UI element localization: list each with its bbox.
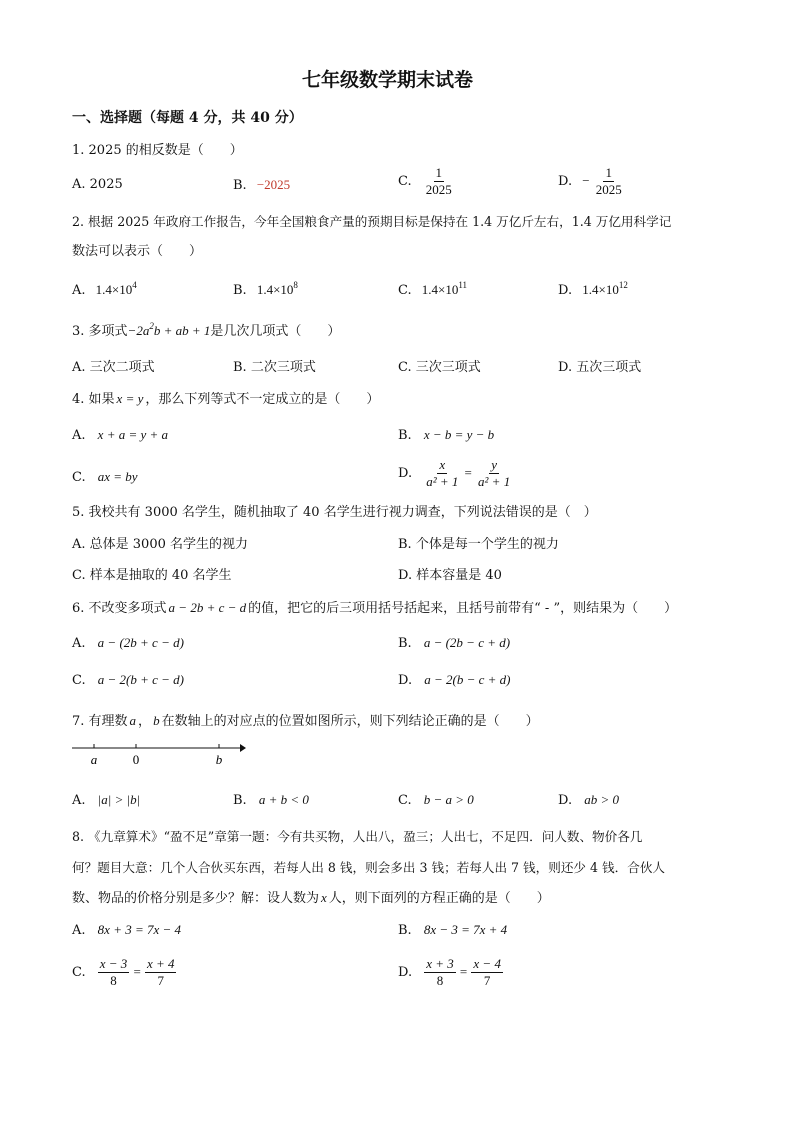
q3-stem-math-2: b + ab + 1 [153,323,211,338]
q7-stem-a: a [129,713,137,728]
q1-option-d [558,166,624,197]
q2-option-d-math [582,282,628,297]
q4-option-d-denominator-left: a² + 1 [426,474,459,489]
q3-option-a: A. 三次二项式 [72,360,155,375]
q7-stem-pre: 7. 有理数 [72,714,128,729]
q8-stem-line3-pre: 数、物品的价格分别是多少？解：设人数为 [72,891,320,906]
q2-option-c [398,282,467,299]
q4-option-a-label: A. [72,428,86,443]
q1-option-c-label: C. [398,174,412,189]
q3-stem-math [128,323,211,338]
q7-option-d-label: D. [558,793,573,808]
q1-option-c-numerator: 1 [435,165,443,180]
q8-option-c-denominator-left: 8 [110,973,117,988]
q4-stem-math: x = y [116,391,144,406]
q4-option-d-fraction-right [476,458,512,489]
q2-option-d-base: 1.4×10 [582,282,619,297]
q7-option-d [558,792,619,809]
q7-option-b [233,792,309,809]
q6-option-a-math: a − (2b + c − d) [97,635,184,650]
q6-option-d-math: a − 2(b − c + d) [424,672,511,687]
q1-option-c-fraction [424,166,454,197]
q7-stem-post: 在数轴上的对应点的位置如图所示，则下列结论正确的是（ ） [161,714,539,729]
q3-stem-math-1: −2a [127,323,150,338]
q2-option-a-base: 1.4×10 [95,282,133,297]
q4-option-c-math: ax = by [97,469,138,484]
q4-option-d-numerator-right: y [491,457,497,472]
q2-option-d [558,282,628,299]
q6-stem [72,600,677,617]
q8-stem-line3-post: 人，则下面列的方程正确的是（ ） [328,891,550,906]
q1-option-c [398,166,454,197]
q5-option-b: B. 个体是每一个学生的视力 [398,537,559,552]
q4-stem [72,391,379,408]
q2-option-b-math [257,282,298,297]
q8-stem-line3 [72,890,550,907]
q1-option-d-fraction [594,166,624,197]
q7-option-c [398,792,474,809]
q2-option-a [72,282,137,299]
q5-stem: 5. 我校共有 3000 名学生，随机抽取了 40 名学生进行视力调查，下列说法错误的是（ ） [72,505,597,520]
q4-option-d-equals: = [464,465,472,480]
q1-stem: 1. 2025 的相反数是（ ） [72,143,243,158]
q2-stem-line2: 数法可以表示（ ） [72,244,203,259]
q4-stem-post: ，那么下列等式不一定成立的是（ ） [145,392,380,407]
q2-option-c-exp: 11 [458,280,468,290]
q4-option-a-math: x + a = y + a [97,427,169,442]
q2-option-b-base: 1.4×10 [256,282,294,297]
q6-option-a-label: A. [72,636,86,651]
q1-option-b-value: −2025 [256,177,291,192]
q6-option-c [72,672,184,689]
q1-option-d-sign: − [582,173,590,188]
q3-option-b: B. 二次三项式 [233,360,316,375]
q7-option-a [72,792,140,809]
q5-option-d: D. 样本容量是 40 [398,568,502,583]
q4-option-d [398,458,512,489]
q8-option-c-denominator-right: 7 [157,973,164,988]
q1-option-d-label: D. [558,174,573,189]
q1-option-a: A. 2025 [72,177,123,192]
q1-option-d-numerator: 1 [605,165,612,180]
q8-option-a-math: 8x + 3 = 7x − 4 [97,922,182,937]
q7-option-a-math: |a| > |b| [97,792,141,807]
q8-option-c-numerator-right: x + 4 [146,956,175,971]
q6-option-a [72,635,184,652]
q2-option-b-exp: 8 [293,280,298,290]
q8-option-b-math: 8x − 3 = 7x + 4 [423,922,508,937]
q7-option-d-math: ab > 0 [584,792,620,807]
q2-option-c-label: C. [398,283,412,298]
q8-option-d-denominator-right: 7 [483,973,491,988]
q8-option-d-fraction-left [424,957,456,988]
q2-stem-line1: 2. 根据 2025 年政府工作报告，今年全国粮食产量的预期目标是保持在 1.4 万亿斤左右，1.4 万亿用科学记 [72,214,672,229]
q6-stem-post: 的值，把它的后三项用括号括起来，且括号前带有“ - ”，则结果为（ ） [248,601,678,616]
q1-option-d-denominator: 2025 [595,182,622,197]
q8-stem-line1: 8. 《九章算术》“盈不足”章第一题：今有共买物，人出八，盈三；人出七，不足四．问人数、物价各几 [72,829,643,844]
q4-option-d-denominator-right: a² + 1 [478,474,511,489]
q4-option-a [72,427,168,444]
q8-option-a-label: A. [72,923,86,938]
q7-option-c-math: b − a > 0 [423,792,474,807]
q2-option-b-label: B. [233,283,247,298]
q7-option-c-label: C. [398,793,412,808]
q4-option-b [398,427,494,444]
q4-option-d-numerator-left: x [439,457,446,472]
number-line-arrow-icon [240,744,246,752]
q7-option-b-math: a + b < 0 [258,792,309,807]
q3-option-c: C. 三次三项式 [398,360,481,375]
number-line-label-a: a [90,752,98,767]
q2-option-a-exp: 4 [132,280,137,290]
q2-option-d-label: D. [558,283,573,298]
q3-stem [72,323,340,340]
q4-option-b-label: B. [398,428,412,443]
q1-option-b [233,177,290,194]
q8-option-c-equals: = [133,964,141,979]
q4-option-c-label: C. [72,470,86,485]
q8-option-d-numerator-left: x + 3 [426,956,454,971]
q8-option-c-fraction-right [145,957,177,988]
q8-option-c-fraction-left [98,957,130,988]
q1-option-c-denominator: 2025 [425,182,452,197]
q1-option-b-label: B. [233,178,247,193]
q2-option-b [233,282,298,299]
q2-option-a-math [96,282,137,297]
q6-option-d [398,672,510,689]
page-title: 七年级数学期末试卷 [302,69,474,91]
q2-option-c-math [422,282,467,297]
number-line-label-b: b [215,752,223,767]
q7-option-b-label: B. [233,793,247,808]
q3-option-d: D. 五次三项式 [558,360,642,375]
q5-option-c: C. 样本是抽取的 40 名学生 [72,568,232,583]
q8-option-c [72,957,176,988]
q4-option-d-fraction-left [424,458,460,489]
q3-stem-post: 是几次几项式（ ） [210,324,341,339]
q6-option-b-label: B. [398,636,412,651]
q7-option-a-label: A. [72,793,86,808]
q8-option-d-denominator-left: 8 [436,973,444,988]
q8-option-c-label: C. [72,965,86,980]
q8-option-a [72,922,181,939]
q6-option-c-label: C. [72,673,86,688]
section-heading: 一、选择题（每题 4 分，共 40 分） [72,110,303,126]
q8-option-d-equals: = [459,964,468,979]
q7-stem-mid: ， [138,714,152,729]
q4-option-b-math: x − b = y − b [423,427,495,442]
q4-stem-pre: 4. 如果 [72,392,115,407]
q4-option-c [72,469,138,486]
q8-option-d-numerator-right: x − 4 [473,956,501,971]
q8-option-d [398,957,503,988]
q6-option-d-label: D. [398,673,413,688]
q2-option-c-base: 1.4×10 [421,282,459,297]
q4-option-d-label: D. [398,466,413,481]
q6-stem-pre: 6. 不改变多项式 [72,601,167,616]
number-line [70,740,250,772]
q6-option-c-math: a − 2(b + c − d) [97,672,185,687]
q8-option-b-label: B. [398,923,412,938]
q8-option-d-label: D. [398,965,413,980]
q8-stem-line3-x: x [321,890,327,905]
q8-stem-line2: 何？题目大意：几个人合伙买东西，若每人出 8 钱，则会多出 3 钱；若每人出 7 钱，则还少 4 钱．合伙人 [72,860,666,875]
q6-option-b-math: a − (2b − c + d) [423,635,511,650]
q3-stem-pre: 3. 多项式 [72,324,128,339]
q2-option-a-label: A. [72,283,86,298]
q3-stem-math-exp: 2 [149,321,154,331]
q2-option-d-exp: 12 [618,280,628,290]
q8-option-d-fraction-right [471,957,503,988]
q6-stem-math: a − 2b + c − d [168,600,247,615]
q7-stem-b: b [153,713,160,728]
q8-option-c-numerator-left: x − 3 [99,956,128,971]
q5-option-a: A. 总体是 3000 名学生的视力 [72,537,249,552]
q7-stem [72,713,539,730]
q6-option-b [398,635,510,652]
q8-option-b [398,922,507,939]
number-line-label-0: 0 [132,752,140,767]
